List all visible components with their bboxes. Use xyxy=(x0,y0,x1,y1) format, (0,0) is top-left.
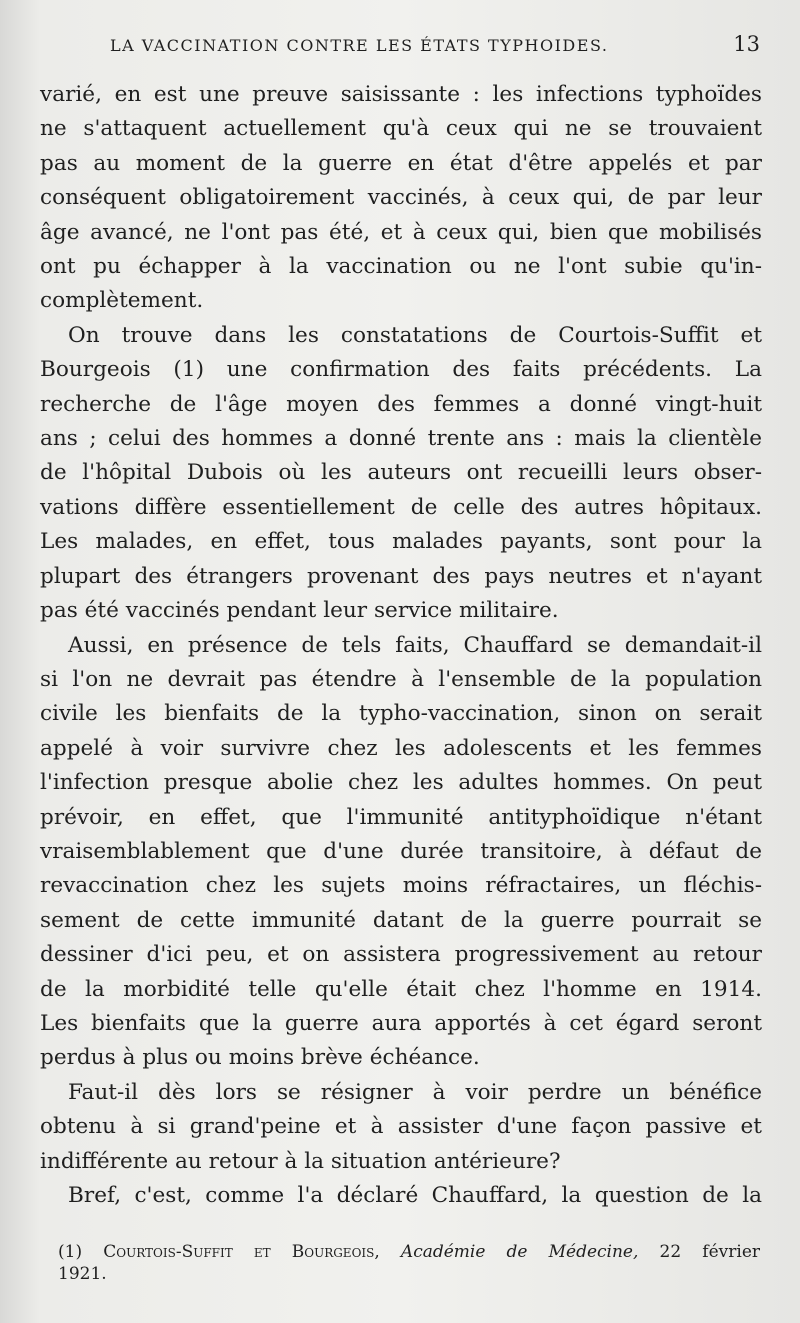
text-line: appelé à voir survivre chez les adolescents et les femmes xyxy=(40,735,762,761)
text-line: de l'hôpital Dubois où les auteurs ont recueilli leurs obser- xyxy=(40,460,762,486)
footnote xyxy=(58,1241,760,1285)
running-header xyxy=(110,32,760,56)
text-line: pas été vaccinés pendant leur service militaire. xyxy=(40,598,559,624)
text-line: ans ; celui des hommes a donné trente ans : mais la clientèle xyxy=(40,426,762,452)
text-line: ne s'attaquent actuellement qu'à ceux qui ne se trouvaient xyxy=(40,116,762,142)
page-number: 13 xyxy=(733,32,760,56)
paragraph xyxy=(40,319,762,629)
text-line: Aussi, en présence de tels faits, Chauffard se demandait-il xyxy=(68,632,762,658)
running-title: LA VACCINATION CONTRE LES ÉTATS TYPHOIDES. xyxy=(110,36,609,55)
text-line: de la morbidité telle qu'elle était chez l'homme en 1914. xyxy=(40,976,762,1002)
paragraph xyxy=(40,1076,762,1179)
text-line: prévoir, en effet, que l'immunité antityphoïdique n'étant xyxy=(40,804,762,830)
body-text xyxy=(40,78,762,1213)
paragraph xyxy=(40,78,762,319)
text-line: complètement. xyxy=(40,288,204,314)
text-line: ont pu échapper à la vaccination ou ne l'ont subie qu'in- xyxy=(40,254,762,280)
text-line: Les malades, en effet, tous malades payants, sont pour la xyxy=(40,529,762,555)
text-line: varié, en est une preuve saisissante : les infections typhoïdes xyxy=(40,82,762,107)
text-line: revaccination chez les sujets moins réfractaires, un fléchis- xyxy=(40,873,762,899)
text-line: Bref, c'est, comme l'a déclaré Chauffard, la question de la xyxy=(68,1183,762,1208)
text-line: On trouve dans les constatations de Courtois-Suffit et xyxy=(68,322,762,348)
text-line: Faut-il dès lors se résigner à voir perdre un bénéfice xyxy=(68,1079,762,1105)
footnote-line: 1921. xyxy=(58,1264,107,1284)
text-line: Bourgeois (1) une confirmation des faits précédents. La xyxy=(40,357,762,383)
footnote-source: Académie de Médecine, xyxy=(400,1242,639,1262)
text-line: recherche de l'âge moyen des femmes a donné vingt-huit xyxy=(40,391,762,417)
text-line: si l'on ne devrait pas étendre à l'ensemble de la population xyxy=(40,666,762,692)
text-line: indifférente au retour à la situation antérieure? xyxy=(40,1148,561,1174)
footnote-date: 22 février xyxy=(659,1242,761,1262)
text-line: perdus à plus ou moins brève échéance. xyxy=(40,1045,480,1071)
text-line: vations diffère essentiellement de celle des autres hôpitaux. xyxy=(40,494,762,520)
text-line: sement de cette immunité datant de la guerre pourrait se xyxy=(40,907,762,933)
text-line: civile les bienfaits de la typho-vaccination, sinon on serait xyxy=(40,701,762,727)
text-line: pas au moment de la guerre en état d'être appelés et par xyxy=(40,150,762,176)
paragraph xyxy=(40,1179,762,1213)
text-line: l'infection presque abolie chez les adultes hommes. On peut xyxy=(40,770,762,796)
text-line: Les bienfaits que la guerre aura apportés à cet égard seront xyxy=(40,1010,762,1036)
text-line: vraisemblablement que d'une durée transitoire, à défaut de xyxy=(40,838,762,864)
text-line: obtenu à si grand'peine et à assister d'une façon passive et xyxy=(40,1114,762,1140)
footnote-line xyxy=(58,1241,760,1263)
footnote-marker: (1) xyxy=(58,1242,83,1262)
footnote-authors: Courtois-Suffit et Bourgeois, xyxy=(103,1242,380,1262)
text-line: dessiner d'ici peu, et on assistera progressivement au retour xyxy=(40,942,762,968)
text-line: conséquent obligatoirement vaccinés, à ceux qui, de par leur xyxy=(40,185,762,211)
text-line: âge avancé, ne l'ont pas été, et à ceux qui, bien que mobilisés xyxy=(40,219,762,245)
text-line: plupart des étrangers provenant des pays neutres et n'ayant xyxy=(40,563,762,589)
paragraph xyxy=(40,629,762,1076)
